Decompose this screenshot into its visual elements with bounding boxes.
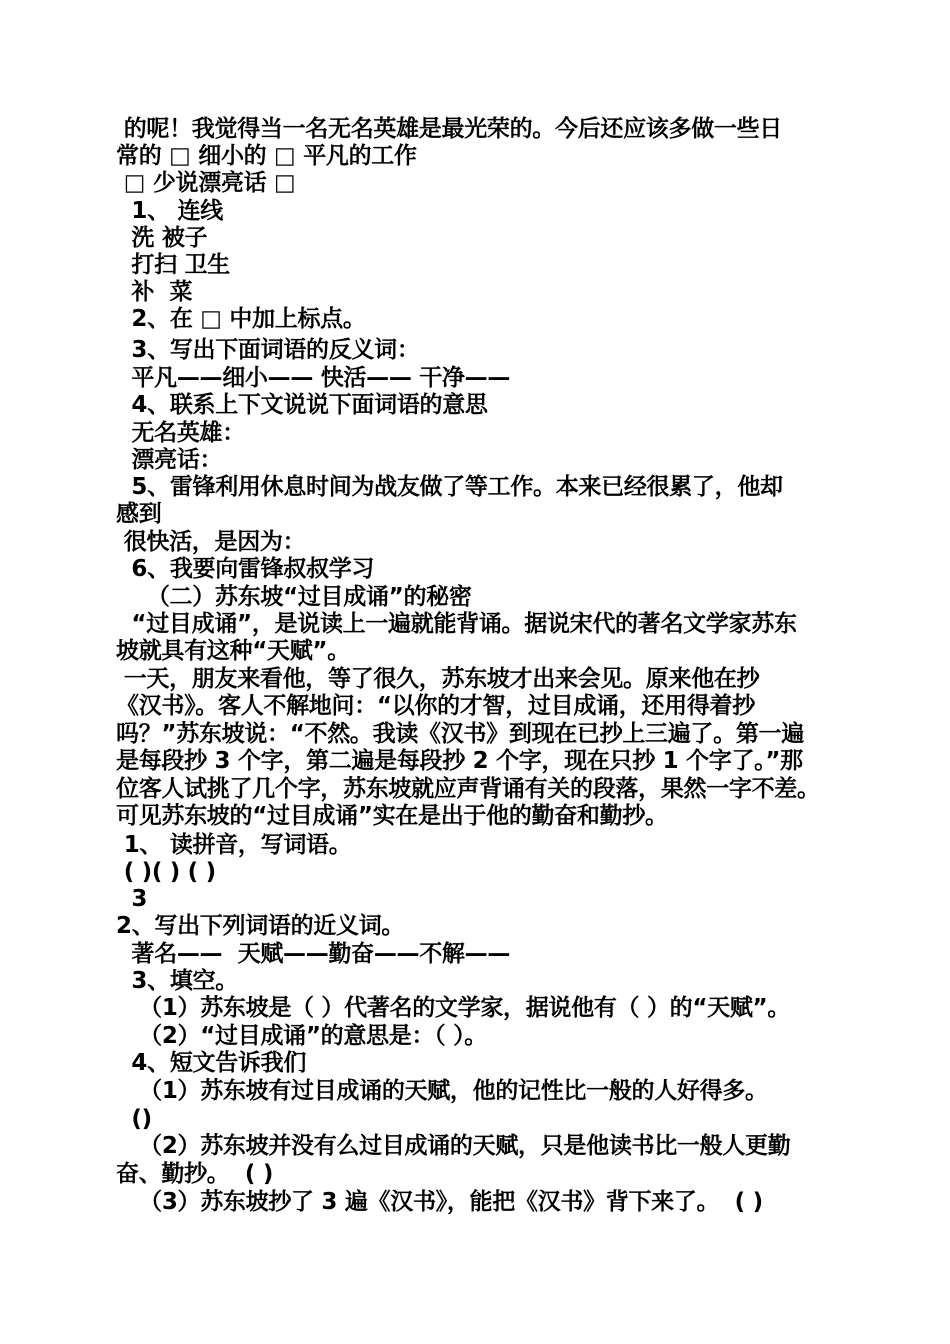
- text-line: □ 少说漂亮话 □: [116, 170, 296, 196]
- text-line: 漂亮话：: [116, 447, 223, 473]
- text-line: （1）苏东坡有过目成诵的天赋，他的记性比一般的人好得多。: [116, 1078, 768, 1104]
- section-heading: （二）苏东坡“过目成诵”的秘密: [116, 584, 472, 610]
- text-line: 1、 连线: [116, 198, 223, 224]
- text-line: （2）“过目成诵”的意思是：（ ）。: [116, 1023, 487, 1049]
- text-line: 常的 □ 细小的 □ 平凡的工作: [116, 143, 417, 169]
- text-line: 位客人试挑了几个字，苏东坡就应声背诵有关的段落，果然一字不差。: [116, 776, 820, 802]
- text-line: 3: [116, 886, 148, 912]
- text-line: 4、短文告诉我们: [116, 1050, 307, 1076]
- text-line: 奋、勤抄。 ( ): [116, 1161, 274, 1187]
- text-line: 平凡——细小—— 快活—— 干净——: [116, 365, 511, 391]
- text-line: 补 菜: [116, 279, 193, 305]
- text-line: 《汉书》。客人不解地问：“以你的才智，过目成诵，还用得着抄: [116, 693, 755, 719]
- text-line: 6、我要向雷锋叔叔学习: [116, 556, 375, 582]
- text-line: “过目成诵”，是说读上一遍就能背诵。据说宋代的著名文学家苏东: [116, 611, 797, 637]
- text-line: 打扫 卫生: [116, 252, 230, 278]
- text-line: (): [116, 1106, 152, 1132]
- text-line: 可见苏东坡的“过目成诵”实在是出于他的勤奋和勤抄。: [116, 803, 668, 829]
- text-line: 3、写出下面词语的反义词：: [116, 337, 420, 363]
- text-line: 吗？”苏东坡说：“不然。我读《汉书》到现在已抄上三遍了。第一遍: [116, 721, 804, 747]
- text-line: 5、雷锋利用休息时间为战友做了等工作。本来已经很累了，他却: [116, 474, 783, 500]
- text-line: 的呢！我觉得当一名无名英雄是最光荣的。今后还应该多做一些日: [116, 116, 783, 142]
- text-line: 1、 读拼音，写词语。: [116, 832, 352, 858]
- text-line: 感到: [116, 501, 162, 527]
- text-line: 著名—— 天赋——勤奋——不解——: [116, 941, 511, 967]
- text-line: （2）苏东坡并没有么过目成诵的天赋，只是他读书比一般人更勤: [116, 1133, 791, 1159]
- text-line: （1）苏东坡是（ ）代著名的文学家，据说他有（ ）的“天赋”。: [116, 995, 791, 1021]
- text-line: （3）苏东坡抄了 3 遍《汉书》，能把《汉书》背下来了。 ( ): [116, 1189, 763, 1215]
- text-line: ( )( ) ( ): [116, 859, 216, 885]
- text-line: 3、填空。: [116, 968, 238, 994]
- text-line: 坡就具有这种“天赋”。: [116, 638, 350, 664]
- text-line: 2、写出下列词语的近义词。: [116, 913, 405, 939]
- text-line: 2、在 □ 中加上标点。: [116, 306, 366, 332]
- text-line: 是每段抄 3 个字，第二遍是每段抄 2 个字，现在只抄 1 个字了。”那: [116, 748, 803, 774]
- text-line: 很快活，是因为：: [116, 529, 306, 555]
- text-line: 一天，朋友来看他，等了很久，苏东坡才出来会见。原来他在抄: [116, 666, 760, 692]
- text-line: 无名英雄：: [116, 420, 245, 446]
- text-line: 洗 被子: [116, 225, 208, 251]
- text-line: 4、联系上下文说说下面词语的意思: [116, 392, 488, 418]
